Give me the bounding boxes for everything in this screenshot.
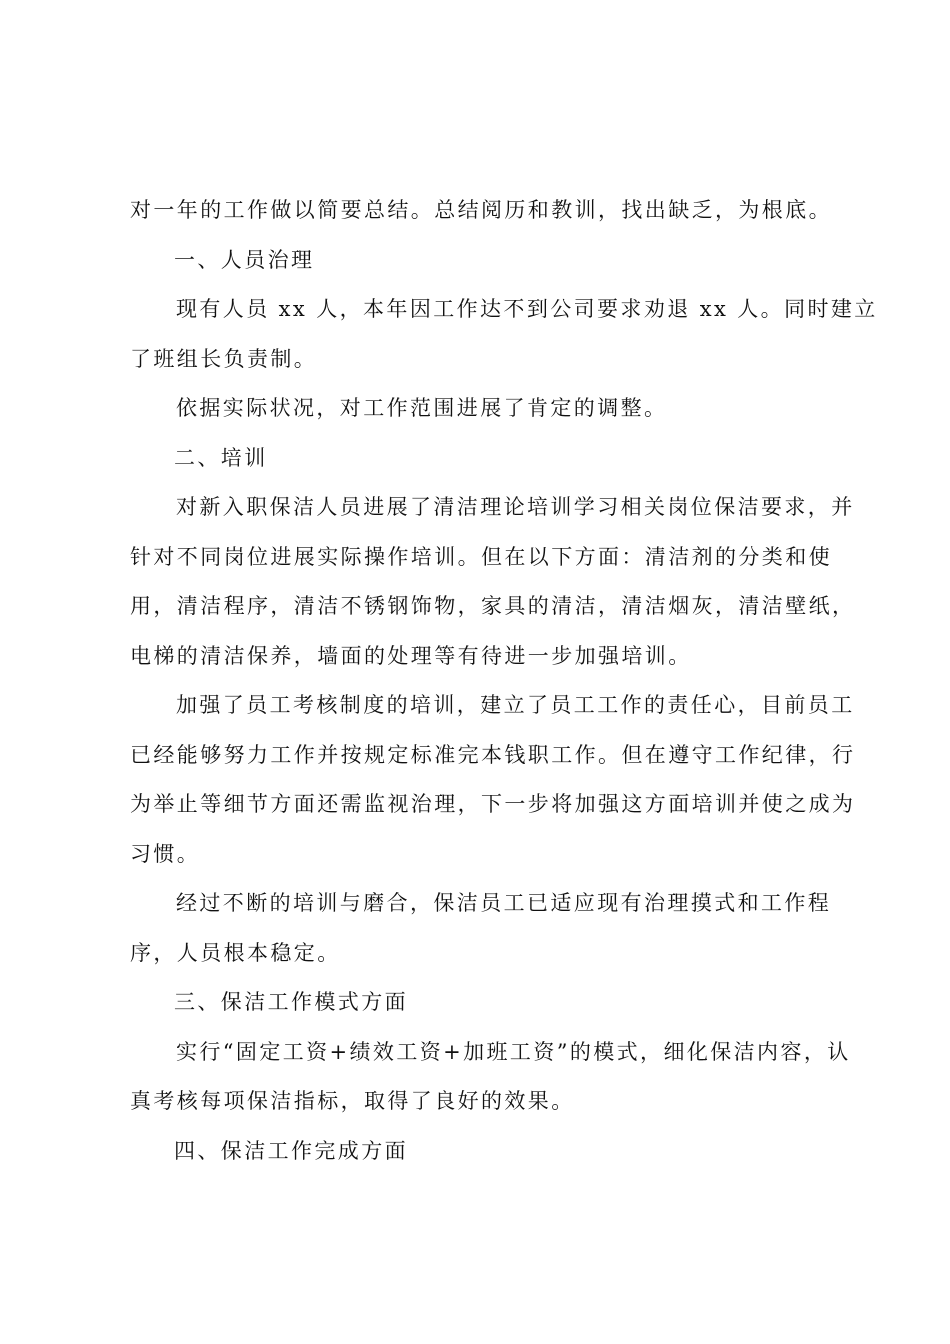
paragraph-staff-stability xyxy=(130,879,832,978)
text-line: 真考核每项保洁指标，取得了良好的效果。 xyxy=(130,1089,575,1113)
text-line: 为举止等细节方面还需监视治理，下一步将加强这方面培训并使之成为 xyxy=(130,792,856,816)
heading-line: 一、人员治理 xyxy=(174,247,315,272)
section-heading-work-mode xyxy=(130,978,832,1028)
text-line: 了班组长负责制。 xyxy=(130,346,318,371)
text-line: 习惯。 xyxy=(130,841,201,866)
text-line: 序，人员根本稳定。 xyxy=(130,940,341,965)
text-line: 依据实际状况，对工作范围进展了肯定的调整。 xyxy=(176,396,668,420)
text-line: 用，清洁程序，清洁不锈钢饰物，家具的清洁，清洁烟灰，清洁壁纸， xyxy=(130,594,856,618)
section-heading-training xyxy=(130,434,832,484)
heading-line: 三、保洁工作模式方面 xyxy=(174,990,408,1014)
heading-line: 二、培训 xyxy=(174,445,268,470)
paragraph-new-staff-training xyxy=(130,483,856,681)
heading-line: 四、保洁工作完成方面 xyxy=(174,1138,408,1163)
text-line: 已经能够努力工作并按规定标准完本钱职工作。但在遵守工作纪律，行 xyxy=(130,742,856,767)
document-body xyxy=(130,186,878,1176)
section-heading-personnel xyxy=(130,236,832,286)
paragraph-intro xyxy=(130,186,832,236)
text-line: 加强了员工考核制度的培训，建立了员工工作的责任心，目前员工 xyxy=(176,693,855,717)
paragraph-wage-model xyxy=(130,1028,851,1127)
text-line: 针对不同岗位进展实际操作培训。但在以下方面：清洁剂的分类和使 xyxy=(130,544,832,569)
paragraph-assessment-training xyxy=(130,681,856,879)
text-line: 对一年的工作做以简要总结。总结阅历和教训，找出缺乏，为根底。 xyxy=(130,198,832,222)
paragraph-staff-count xyxy=(130,285,878,384)
text-line: 电梯的清洁保养，墙面的处理等有待进一步加强培训。 xyxy=(130,643,692,668)
text-line: 对新入职保洁人员进展了清洁理论培训学习相关岗位保洁要求，并 xyxy=(176,495,855,519)
text-line: 经过不断的培训与磨合，保洁员工已适应现有治理摸式和工作程 xyxy=(176,891,832,915)
section-heading-work-completion xyxy=(130,1127,832,1177)
text-line: 现有人员 xx 人，本年因工作达不到公司要求劝退 xx 人。同时建立 xyxy=(176,297,878,321)
paragraph-scope-adjustment xyxy=(130,384,832,434)
text-line: 实行“固定工资+绩效工资+加班工资”的模式，细化保洁内容，认 xyxy=(176,1039,851,1064)
